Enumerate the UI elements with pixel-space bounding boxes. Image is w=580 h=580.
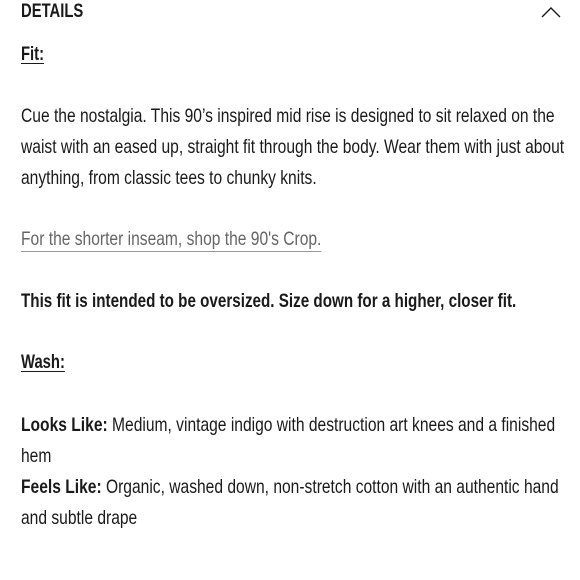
looks-like-value: Medium, vintage indigo with destruction art knees and a finished [112, 414, 556, 436]
looks-like-row [21, 410, 555, 472]
looks-like-value-cont: hem [21, 445, 52, 467]
fit-label: Fit: [21, 44, 45, 65]
details-header[interactable] [21, 0, 561, 24]
fit-description [21, 101, 564, 194]
chevron-up-icon[interactable] [541, 5, 561, 17]
feels-like-value: Organic, washed down, non-stretch cotton with an authentic hand [105, 476, 559, 498]
fit-description-line: Cue the nostalgia. This 90’s inspired mid rise is designed to sit relaxed on the [21, 105, 555, 127]
feels-like-key: Feels Like: [21, 476, 102, 498]
details-title: DETAILS [21, 1, 84, 22]
feels-like-value-cont: and subtle drape [21, 507, 138, 529]
fit-description-line: anything, from classic tees to chunky knits. [21, 167, 317, 189]
shop-90s-crop-link[interactable]: For the shorter inseam, shop the 90's Crop. [21, 228, 322, 250]
fit-note: This fit is intended to be oversized. Size down for a higher, closer fit. [21, 290, 517, 312]
feels-like-row [21, 472, 559, 534]
fit-description-line: waist with an eased up, straight fit through the body. Wear them with just about [21, 136, 565, 158]
wash-label: Wash: [21, 352, 65, 373]
looks-like-key: Looks Like: [21, 414, 108, 436]
